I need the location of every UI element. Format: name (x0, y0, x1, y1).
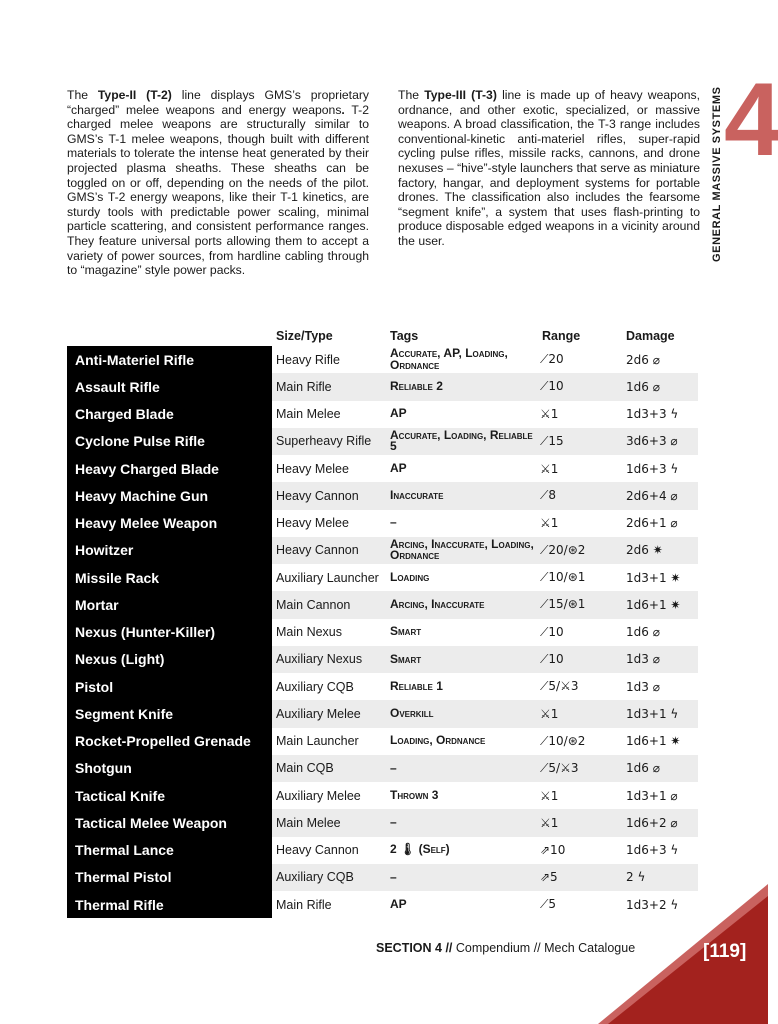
weapon-damage: 1d3 ⌀ (626, 679, 660, 694)
weapon-damage: 2d6 ✷ (626, 543, 663, 558)
table-row (67, 346, 698, 373)
row-details (272, 401, 698, 428)
header-tags: Tags (390, 329, 419, 343)
weapon-name: Cyclone Pulse Rifle (67, 428, 272, 455)
weapon-damage: 1d3+1 ⌀ (626, 788, 678, 803)
weapon-damage: 1d6+1 ✷ (626, 597, 681, 612)
weapon-name: Rocket-Propelled Grenade (67, 728, 272, 755)
row-details (272, 346, 698, 373)
intro-right-paragraph (398, 88, 700, 249)
table-row (67, 809, 698, 836)
table-row (67, 591, 698, 618)
weapon-size-type: Heavy Melee (276, 461, 349, 476)
weapon-range: ⟋5/⚔3 (540, 679, 579, 694)
table-row (67, 619, 698, 646)
weapon-range: ⟋5/⚔3 (540, 760, 579, 775)
weapon-damage: 2d6+1 ⌀ (626, 516, 678, 531)
weapon-size-type: Auxiliary Nexus (276, 652, 363, 667)
type-ii-term: Type-II (T-2) (97, 88, 172, 102)
weapon-name: Mortar (67, 591, 272, 618)
weapon-tags: 2 🌡 (Self) (390, 842, 450, 857)
table-row (67, 700, 698, 727)
row-details (272, 673, 698, 700)
row-details (272, 482, 698, 509)
row-details (272, 646, 698, 673)
weapon-tags: Thrown 3 (390, 787, 439, 802)
table-row (67, 482, 698, 509)
weapon-damage: 1d6+3 ϟ (626, 461, 679, 476)
weapon-range: ⟋10 (540, 651, 564, 666)
weapon-range: ⟋10 (540, 379, 564, 394)
weapon-size-type: Heavy Cannon (276, 843, 359, 858)
weapon-size-type: Main Cannon (276, 597, 351, 612)
chapter-number: 4 (724, 62, 778, 178)
weapon-range: ⟋10/⊛1 (540, 570, 586, 585)
weapon-size-type: Main Rifle (276, 379, 332, 394)
weapon-size-type: Auxiliary CQB (276, 870, 354, 885)
weapon-size-type: Heavy Cannon (276, 543, 359, 558)
header-damage: Damage (626, 329, 675, 343)
weapon-name: Tactical Melee Weapon (67, 809, 272, 836)
row-details (272, 537, 698, 564)
weapon-size-type: Heavy Melee (276, 516, 349, 531)
weapon-tags: Accurate, AP, Loading, Ordnance (390, 346, 508, 372)
side-section-label: GENERAL MASSIVE SYSTEMS (711, 86, 723, 262)
weapon-tags: Smart (390, 651, 422, 666)
table-row (67, 728, 698, 755)
weapon-size-type: Superheavy Rifle (276, 434, 372, 449)
weapon-damage: 1d6+1 ✷ (626, 734, 681, 749)
intro-left-paragraph (67, 88, 369, 278)
weapon-tags: Loading, Ordnance (390, 733, 486, 748)
table-body (67, 346, 698, 918)
weapon-damage: 1d6+2 ⌀ (626, 815, 678, 830)
weapon-name: Thermal Pistol (67, 864, 272, 891)
weapon-damage: 1d6 ⌀ (626, 625, 660, 640)
weapon-range: ⇗10 (540, 843, 566, 858)
row-details (272, 619, 698, 646)
weapon-damage: 1d3+3 ϟ (626, 407, 679, 422)
weapon-tags: – (390, 815, 397, 830)
page-number: [119] (703, 941, 747, 962)
weapon-damage: 1d6 ⌀ (626, 379, 660, 394)
type-iii-term: Type-III (T-3) (424, 88, 497, 102)
weapon-damage: 1d3+2 ϟ (626, 897, 679, 912)
weapon-name: Anti-Materiel Rifle (67, 346, 272, 373)
weapon-range: ⚔1 (540, 815, 559, 830)
weapon-size-type: Auxiliary Melee (276, 788, 361, 803)
weapon-tags: Arcing, Inaccurate, Loading, Ordnance (390, 536, 534, 563)
weapon-name: Pistol (67, 673, 272, 700)
table-row (67, 673, 698, 700)
weapon-name: Heavy Melee Weapon (67, 510, 272, 537)
weapon-size-type: Main CQB (276, 761, 334, 776)
weapon-tags: Overkill (390, 706, 434, 721)
table-row (67, 646, 698, 673)
weapon-damage: 1d3 ⌀ (626, 652, 660, 667)
weapon-name: Nexus (Hunter-Killer) (67, 619, 272, 646)
table-row (67, 373, 698, 400)
table-row (67, 537, 698, 564)
weapon-size-type: Auxiliary CQB (276, 679, 354, 694)
row-details (272, 755, 698, 782)
weapon-name: Charged Blade (67, 401, 272, 428)
row-details (272, 837, 698, 864)
weapon-name: Segment Knife (67, 700, 272, 727)
row-details (272, 510, 698, 537)
table-row (67, 455, 698, 482)
table-row (67, 782, 698, 809)
weapons-table (67, 326, 698, 918)
weapon-range: ⟋5 (540, 897, 557, 912)
weapon-tags: Reliable 2 (390, 379, 443, 394)
weapon-damage: 2 ϟ (626, 870, 646, 885)
row-details (272, 373, 698, 400)
weapon-name: Shotgun (67, 755, 272, 782)
header-size-type: Size/Type (276, 329, 333, 343)
table-row (67, 401, 698, 428)
header-range: Range (542, 329, 581, 343)
weapon-range: ⚔1 (540, 407, 559, 422)
weapon-range: ⟋15/⊛1 (540, 597, 586, 612)
weapon-tags: AP (390, 896, 407, 911)
weapon-tags: AP (390, 460, 407, 475)
weapon-name: Heavy Charged Blade (67, 455, 272, 482)
weapon-tags: Reliable 1 (390, 678, 443, 693)
weapon-tags: AP (390, 406, 407, 421)
text-span: line is made up of heavy weapons, ordnance, and other exotic, specialized, or massive weapons. A broad classification, the T-3 range includes conventional-kinetic anti-materiel rifles, super-rapid cycling pulse rifles, missile racks, cannons, and drone nexuses – “hive”-style launchers that serve as miniature factory, hangar, and deployment systems for portable drones. The classification also includes the fearsome “segment knife”, a system that uses flash-printing to produce disposable edged weapons in a vicinity around the user. (398, 88, 700, 248)
table-header (67, 326, 698, 346)
weapon-range: ⚔1 (540, 516, 559, 531)
weapon-tags: – (390, 760, 397, 775)
weapon-size-type: Auxiliary Launcher (276, 570, 379, 585)
row-details (272, 591, 698, 618)
text-span: The (67, 88, 98, 102)
weapon-size-type: Main Rifle (276, 897, 332, 912)
weapon-size-type: Main Nexus (276, 625, 342, 640)
weapon-range: ⚔1 (540, 461, 559, 476)
row-details (272, 809, 698, 836)
row-details (272, 564, 698, 591)
weapon-name: Thermal Rifle (67, 891, 272, 918)
weapon-range: ⚔1 (540, 788, 559, 803)
row-details (272, 700, 698, 727)
weapon-range: ⟋10/⊛2 (540, 733, 586, 748)
weapon-tags: Loading (390, 569, 430, 584)
weapon-damage: 2d6 ⌀ (626, 352, 660, 367)
weapon-tags: – (390, 869, 397, 884)
weapon-name: Thermal Lance (67, 837, 272, 864)
weapon-name: Missile Rack (67, 564, 272, 591)
table-row (67, 428, 698, 455)
text-span: line displays GMS’s proprietary “charged” melee weapons and energy weapons (67, 88, 369, 117)
weapon-tags: Accurate, Loading, Reliable 5 (390, 427, 533, 454)
weapon-name: Howitzer (67, 537, 272, 564)
weapon-damage: 1d3+1 ϟ (626, 706, 679, 721)
weapon-range: ⟋15 (540, 433, 564, 448)
weapon-size-type: Heavy Rifle (276, 352, 340, 367)
text-span: The (398, 88, 425, 102)
text-span: T-2 charged melee weapons are structurally similar to GMS’s T-1 melee weapons, though built with different materials to tolerate the intense heat generated by their projected plasma sheaths. These sheaths can be toggled on or off, depending on the needs of the pilot. GMS’s T-2 energy weapons, like their T-1 kinetics, are sturdy tools with predictable power scaling, minimal particle scattering, and consistent performance ranges. They feature universal ports allowing them to accept a variety of power sources, from hardline cabling through to “magazine” style power packs. (67, 102, 369, 278)
row-details (272, 728, 698, 755)
row-details (272, 428, 698, 455)
weapon-damage: 1d6 ⌀ (626, 761, 660, 776)
weapon-range: ⚔1 (540, 706, 559, 721)
weapon-name: Tactical Knife (67, 782, 272, 809)
weapon-tags: – (390, 515, 397, 530)
table-row (67, 837, 698, 864)
weapon-size-type: Main Melee (276, 815, 341, 830)
weapon-size-type: Main Launcher (276, 734, 359, 749)
row-details (272, 455, 698, 482)
weapon-tags: Smart (390, 624, 422, 639)
weapon-range: ⟋20 (540, 352, 564, 367)
footer-breadcrumb (376, 941, 635, 955)
weapon-range: ⇗5 (540, 870, 558, 885)
weapon-tags: Arcing, Inaccurate (390, 597, 485, 612)
weapon-name: Heavy Machine Gun (67, 482, 272, 509)
weapon-size-type: Main Melee (276, 407, 341, 422)
bold-period: . (341, 102, 345, 117)
weapon-size-type: Heavy Cannon (276, 488, 359, 503)
weapon-name: Nexus (Light) (67, 646, 272, 673)
footer-section: SECTION 4 // (376, 941, 453, 955)
weapon-damage: 1d6+3 ϟ (626, 843, 679, 858)
table-row (67, 510, 698, 537)
row-details (272, 782, 698, 809)
table-row (67, 564, 698, 591)
weapon-size-type: Auxiliary Melee (276, 706, 361, 721)
weapon-range: ⟋20/⊛2 (540, 542, 586, 557)
weapon-name: Assault Rifle (67, 373, 272, 400)
weapon-damage: 2d6+4 ⌀ (626, 488, 678, 503)
weapon-damage: 1d3+1 ✷ (626, 570, 681, 585)
weapon-tags: Inaccurate (390, 488, 444, 503)
weapon-range: ⟋8 (540, 488, 557, 503)
footer-rest: Compendium // Mech Catalogue (452, 941, 636, 955)
table-row (67, 755, 698, 782)
weapon-damage: 3d6+3 ⌀ (626, 434, 678, 449)
weapon-range: ⟋10 (540, 624, 564, 639)
